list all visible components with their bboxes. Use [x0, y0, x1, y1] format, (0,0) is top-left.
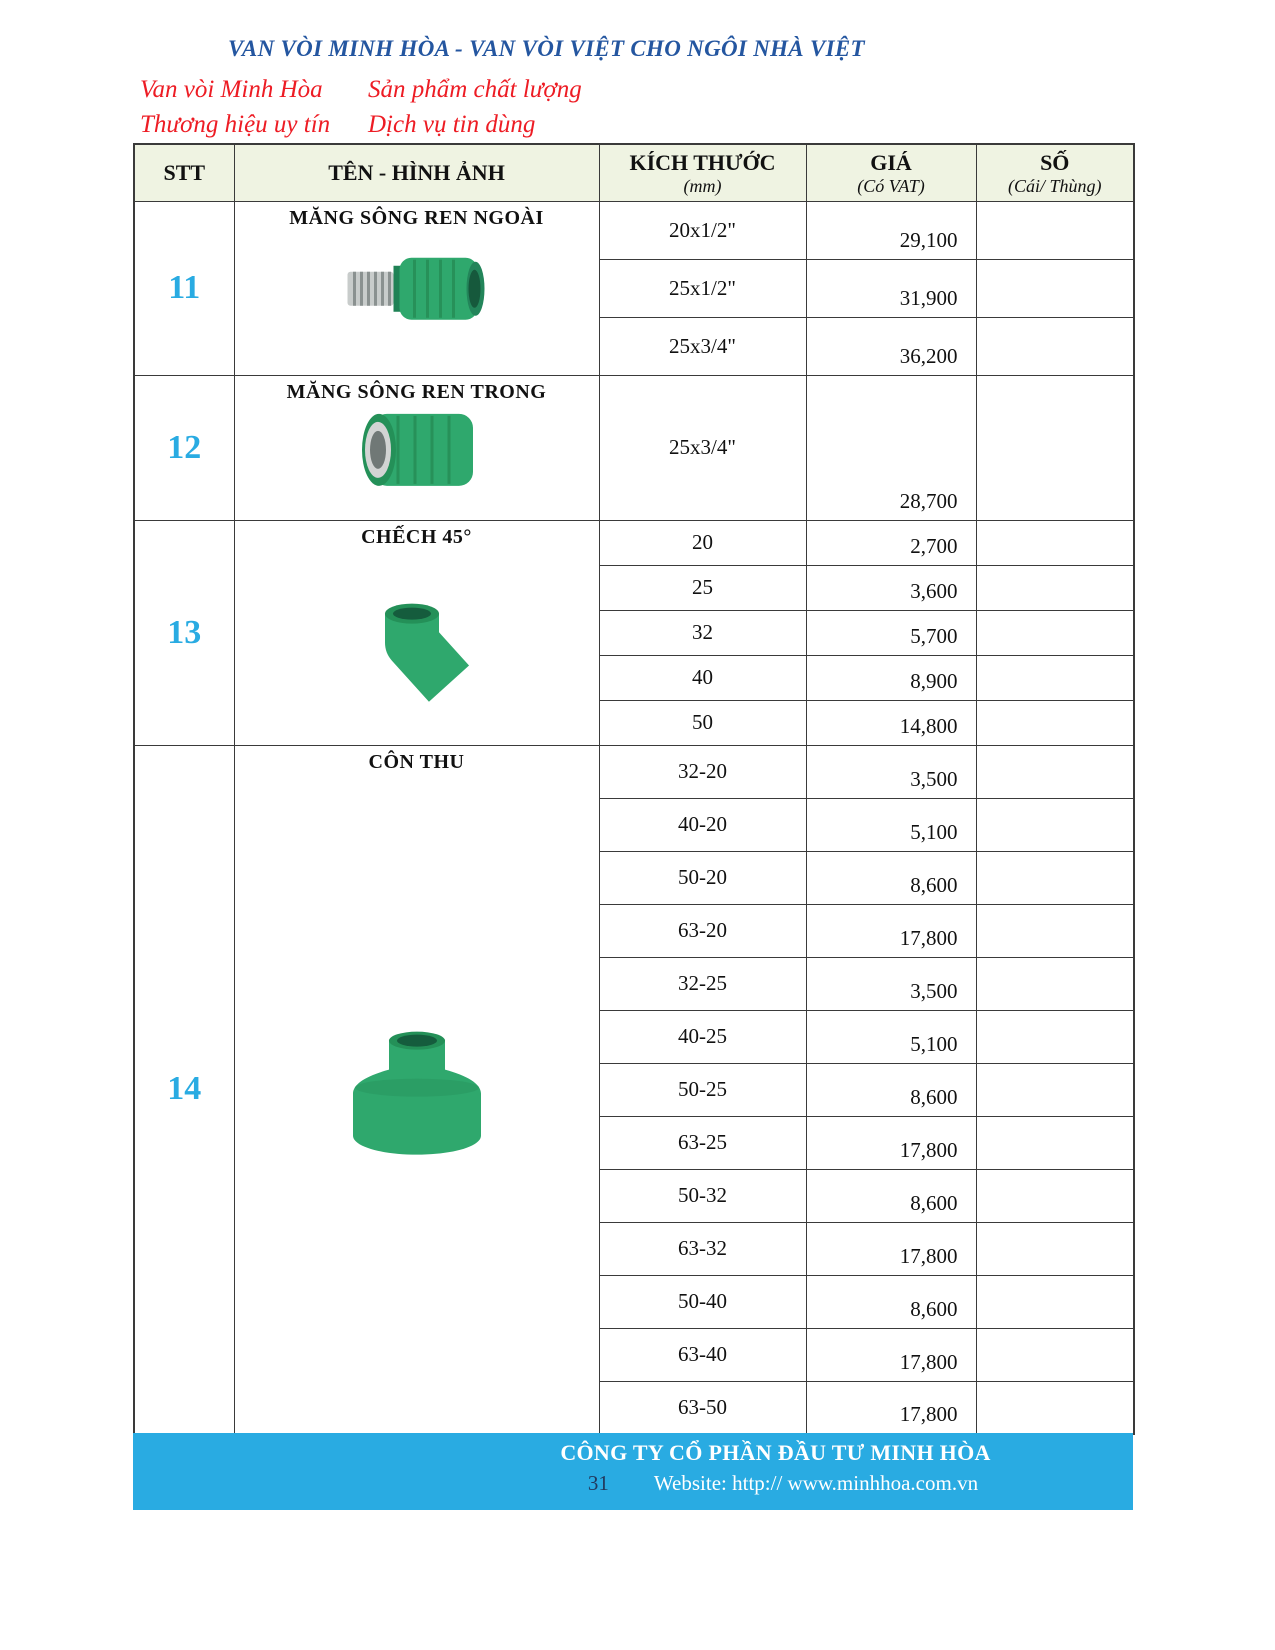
size-value: 40-25	[599, 1010, 806, 1063]
product-stt: 13	[134, 520, 234, 745]
size-value: 50-40	[599, 1275, 806, 1328]
qty-value	[976, 1010, 1134, 1063]
slogan-trust: Thương hiệu uy tín	[140, 111, 331, 138]
col-header-qty	[976, 144, 1134, 201]
price-value: 5,700	[806, 610, 976, 655]
qty-value	[976, 1328, 1134, 1381]
table-row	[134, 520, 1134, 565]
qty-value	[976, 375, 1134, 520]
price-value: 2,700	[806, 520, 976, 565]
product-stt: 12	[134, 375, 234, 520]
price-value: 36,200	[806, 317, 976, 375]
size-value: 63-32	[599, 1222, 806, 1275]
product-name: CHẾCH 45°	[361, 525, 472, 548]
qty-value	[976, 565, 1134, 610]
table-header-row	[134, 144, 1134, 201]
price-value: 8,600	[806, 851, 976, 904]
price-value: 14,800	[806, 700, 976, 745]
product-name-image-cell	[234, 201, 599, 375]
price-value: 5,100	[806, 798, 976, 851]
qty-value	[976, 259, 1134, 317]
product-name: CÔN THU	[368, 750, 465, 773]
product-name: MĂNG SÔNG REN NGOÀI	[289, 206, 544, 229]
qty-value	[976, 700, 1134, 745]
footer-website[interactable]: Website: http:// www.minhhoa.com.vn	[653, 1471, 979, 1495]
slogan-service: Dịch vụ tin dùng	[368, 111, 536, 138]
size-value: 20x1/2"	[599, 201, 806, 259]
price-value: 17,800	[806, 1116, 976, 1169]
price-value: 31,900	[806, 259, 976, 317]
product-image-female-thread-coupling	[353, 403, 481, 495]
slogan-quality: Sản phẩm chất lượng	[368, 76, 582, 103]
product-name-image-cell	[234, 520, 599, 745]
col-header-price	[806, 144, 976, 201]
size-value: 40-20	[599, 798, 806, 851]
size-value: 25x1/2"	[599, 259, 806, 317]
col-header-qty-title: SỐ	[1040, 149, 1070, 175]
size-value: 63-50	[599, 1381, 806, 1434]
col-header-price-title: GIÁ	[870, 149, 912, 175]
col-header-size	[599, 144, 806, 201]
size-value: 50	[599, 700, 806, 745]
product-image-elbow-45	[351, 587, 483, 713]
col-header-size-unit: (mm)	[683, 175, 722, 196]
product-image-male-thread-coupling	[344, 246, 489, 334]
price-table-body	[134, 201, 1134, 1434]
price-value: 17,800	[806, 1381, 976, 1434]
col-header-price-note: (Có VAT)	[857, 175, 925, 196]
qty-value	[976, 851, 1134, 904]
price-value: 29,100	[806, 201, 976, 259]
product-name-image-cell	[234, 745, 599, 1434]
slogan-row	[140, 72, 582, 107]
size-value: 25x3/4"	[599, 317, 806, 375]
qty-value	[976, 904, 1134, 957]
price-value: 8,900	[806, 655, 976, 700]
qty-value	[976, 1116, 1134, 1169]
qty-value	[976, 317, 1134, 375]
size-value: 32-20	[599, 745, 806, 798]
size-value: 63-20	[599, 904, 806, 957]
qty-value	[976, 610, 1134, 655]
price-value: 3,600	[806, 565, 976, 610]
size-value: 25	[599, 565, 806, 610]
footer-bar	[133, 1433, 1133, 1510]
col-header-size-title: KÍCH THƯỚC	[629, 149, 776, 175]
size-value: 32	[599, 610, 806, 655]
size-value: 50-32	[599, 1169, 806, 1222]
price-value: 3,500	[806, 745, 976, 798]
product-stt: 11	[134, 201, 234, 375]
price-table	[133, 143, 1135, 1435]
size-value: 32-25	[599, 957, 806, 1010]
price-value: 8,600	[806, 1063, 976, 1116]
footer-company: CÔNG TY CỔ PHẦN ĐẦU TƯ MINH HÒA	[560, 1440, 991, 1465]
page-number: 31	[587, 1471, 609, 1495]
table-row	[134, 375, 1134, 520]
product-stt: 14	[134, 745, 234, 1434]
price-value: 8,600	[806, 1169, 976, 1222]
col-header-stt: STT	[134, 144, 234, 201]
size-value: 20	[599, 520, 806, 565]
product-name: MĂNG SÔNG REN TRONG	[286, 380, 547, 403]
footer-line2	[133, 1471, 1133, 1496]
qty-value	[976, 957, 1134, 1010]
price-value: 8,600	[806, 1275, 976, 1328]
product-image-reducer	[341, 1026, 493, 1158]
price-value: 5,100	[806, 1010, 976, 1063]
price-value: 28,700	[806, 375, 976, 520]
size-value: 50-20	[599, 851, 806, 904]
qty-value	[976, 201, 1134, 259]
slogan-row	[140, 107, 582, 142]
qty-value	[976, 655, 1134, 700]
slogan-brand: Van vòi Minh Hòa	[140, 76, 323, 103]
brand-tagline: VAN VÒI MINH HÒA - VAN VÒI VIỆT CHO NGÔI NHÀ VIỆT	[228, 36, 865, 61]
qty-value	[976, 798, 1134, 851]
col-header-name: TÊN - HÌNH ẢNH	[234, 144, 599, 201]
qty-value	[976, 1169, 1134, 1222]
price-value: 17,800	[806, 1222, 976, 1275]
table-row	[134, 201, 1134, 259]
qty-value	[976, 520, 1134, 565]
product-name-image-cell	[234, 375, 599, 520]
slogan-block	[140, 72, 582, 142]
size-value: 50-25	[599, 1063, 806, 1116]
price-value: 3,500	[806, 957, 976, 1010]
size-value: 25x3/4"	[599, 375, 806, 520]
size-value: 63-40	[599, 1328, 806, 1381]
size-value: 63-25	[599, 1116, 806, 1169]
col-header-qty-note: (Cái/ Thùng)	[1007, 175, 1102, 196]
table-row	[134, 745, 1134, 798]
qty-value	[976, 745, 1134, 798]
qty-value	[976, 1222, 1134, 1275]
qty-value	[976, 1275, 1134, 1328]
qty-value	[976, 1063, 1134, 1116]
price-value: 17,800	[806, 1328, 976, 1381]
price-value: 17,800	[806, 904, 976, 957]
size-value: 40	[599, 655, 806, 700]
qty-value	[976, 1381, 1134, 1434]
